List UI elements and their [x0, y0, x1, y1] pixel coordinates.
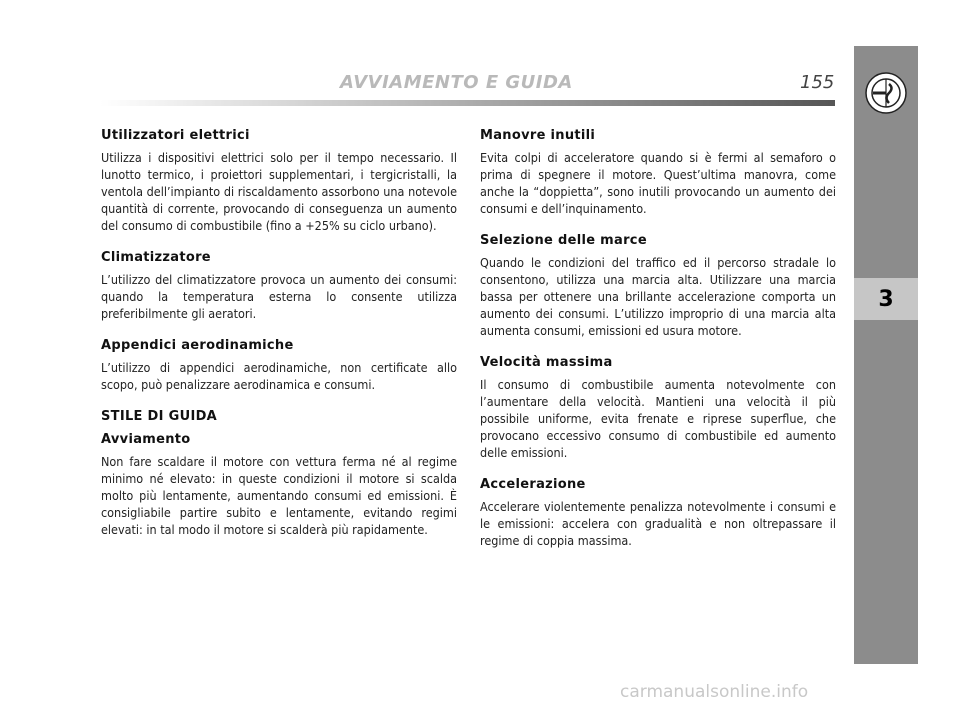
section-text-start: Non fare scaldare il motore con vettura ferma né al regime minimo né elevato: in queste condizioni il motore si scalda molto più lentamente, aumentando consumi ed emissioni. È consigliabile partire subito e lentamente, evitando regimi elevati: in tal modo il motore si scalderà più rapidamente. — [101, 454, 457, 537]
running-head: AVVIAMENTO E GUIDA — [340, 72, 573, 93]
section-heading-useless-maneuvers: Manovre inutili — [480, 128, 596, 143]
chapter-side-tab — [854, 46, 918, 664]
left-column — [101, 128, 457, 554]
header-rule — [100, 100, 835, 106]
section-text-acceleration: Accelerare violentemente penalizza notevolmente i consumi e le emissioni: accelera con gradualità e non oltrepassare il regime di coppia massima. — [480, 499, 836, 548]
section-text-aero: L’utilizzo di appendici aerodinamiche, non certificate allo scopo, può penalizzare aerodinamica e consumi. — [101, 360, 457, 392]
section-text-electrical: Utilizza i dispositivi elettrici solo per il tempo necessario. Il lunotto termico, i proiettori supplementari, i tergicristalli, la ventola dell’impianto di riscaldamento assorbono una notevole quantità di corrente, provocando di conseguenza un aumento del consumo di combustibile (fino a +25% su ciclo urbano). — [101, 150, 457, 233]
style-heading: STILE DI GUIDA — [101, 409, 218, 424]
section-heading-max-speed: Velocità massima — [480, 355, 613, 370]
alfa-romeo-logo-icon — [865, 72, 907, 114]
section-text-max-speed: Il consumo di combustibile aumenta notevolmente con l’aumentare della velocità. Mantieni una velocità il più possibile uniforme, evita frenate e riprese superflue, che provocano eccessivo consumo di combustibile ed aumento delle emissioni. — [480, 377, 836, 460]
section-heading-electrical: Utilizzatori elettrici — [101, 128, 250, 143]
page-number: 155 — [800, 72, 835, 93]
section-text-climate: L’utilizzo del climatizzatore provoca un aumento dei consumi: quando la temperatura esterna lo consente utilizza preferibilmente gli aeratori. — [101, 272, 457, 321]
section-text-useless-maneuvers: Evita colpi di acceleratore quando si è fermi al semaforo o prima di spegnere il motore. Quest’ultima manovra, come anche la “doppietta”, sono inutili provocando un aumento dei consumi e dell’inquinamento. — [480, 150, 836, 216]
section-heading-gear-selection: Selezione delle marce — [480, 233, 647, 248]
section-text-gear-selection: Quando le condizioni del traffico ed il percorso stradale lo consentono, utilizza una marcia alta. Utilizzare una marcia bassa per ottenere una brillante accelerazione comporta un aumento dei consumi. L’utilizzo improprio di una marcia alta aumenta consumi, emissioni ed usura motore. — [480, 255, 836, 338]
chapter-number: 3 — [854, 278, 918, 320]
section-heading-start: Avviamento — [101, 432, 191, 447]
right-column — [480, 128, 836, 565]
section-heading-aero: Appendici aerodinamiche — [101, 338, 294, 353]
section-heading-climate: Climatizzatore — [101, 250, 211, 265]
section-heading-acceleration: Accelerazione — [480, 477, 586, 492]
watermark: carmanualsonline.info — [620, 682, 809, 702]
